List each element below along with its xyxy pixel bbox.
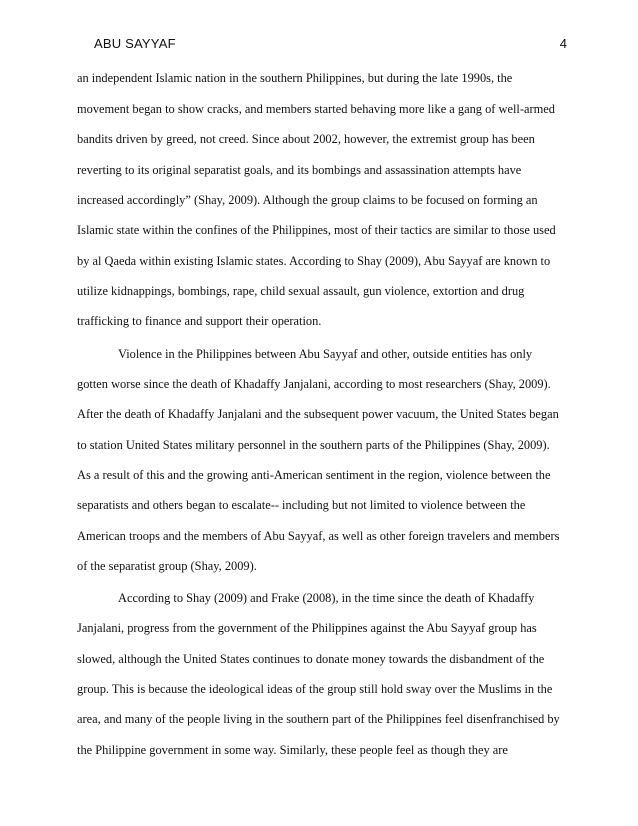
paragraph-first-line: Violence in the Philippines between Abu Sayyaf and other, outside entities has only <box>118 347 533 361</box>
text-line: reverting to its original separatist goals, and its bombings and assassination attempts have <box>77 163 522 177</box>
text-line: by al Qaeda within existing Islamic states. According to Shay (2009), Abu Sayyaf are known to <box>77 254 551 268</box>
text-line: Janjalani, progress from the government of the Philippines against the Abu Sayyaf group has <box>77 621 537 635</box>
text-line: trafficking to finance and support their operation. <box>77 314 322 328</box>
text-line: As a result of this and the growing anti-American sentiment in the region, violence between the <box>77 468 551 482</box>
text-line: separatists and others began to escalate-- including but not limited to violence between the <box>77 498 526 512</box>
text-line: of the separatist group (Shay, 2009). <box>77 559 257 573</box>
text-line: an independent Islamic nation in the southern Philippines, but during the late 1990s, the <box>77 71 513 85</box>
text-line: Islamic state within the confines of the Philippines, most of their tactics are similar to those used <box>77 223 556 237</box>
text-line: utilize kidnappings, bombings, rape, child sexual assault, gun violence, extortion and drug <box>77 284 525 298</box>
text-line: to station United States military personnel in the southern parts of the Philippines (Shay, 2009). <box>77 438 550 452</box>
page-number: 4 <box>559 36 567 51</box>
text-line: group. This is because the ideological ideas of the group still hold sway over the Muslims in the <box>77 682 553 696</box>
text-line: the Philippine government in some way. Similarly, these people feel as though they are <box>77 743 508 757</box>
text-line: After the death of Khadaffy Janjalani and the subsequent power vacuum, the United States began <box>77 407 559 421</box>
text-line: movement began to show cracks, and members started behaving more like a gang of well-armed <box>77 102 555 116</box>
paragraph-first-line: According to Shay (2009) and Frake (2008), in the time since the death of Khadaffy <box>118 591 535 605</box>
running-header: ABU SAYYAF <box>94 36 176 51</box>
text-line: gotten worse since the death of Khadaffy Janjalani, according to most researchers (Shay, 2009). <box>77 377 551 391</box>
text-line: bandits driven by greed, not creed. Since about 2002, however, the extremist group has been <box>77 132 535 146</box>
text-line: area, and many of the people living in the southern part of the Philippines feel disenfranchised by <box>77 712 560 726</box>
text-line: increased accordingly” (Shay, 2009). Although the group claims to be focused on forming an <box>77 193 538 207</box>
text-line: slowed, although the United States continues to donate money towards the disbandment of the <box>77 652 545 666</box>
text-line: American troops and the members of Abu Sayyaf, as well as other foreign travelers and members <box>77 529 560 543</box>
